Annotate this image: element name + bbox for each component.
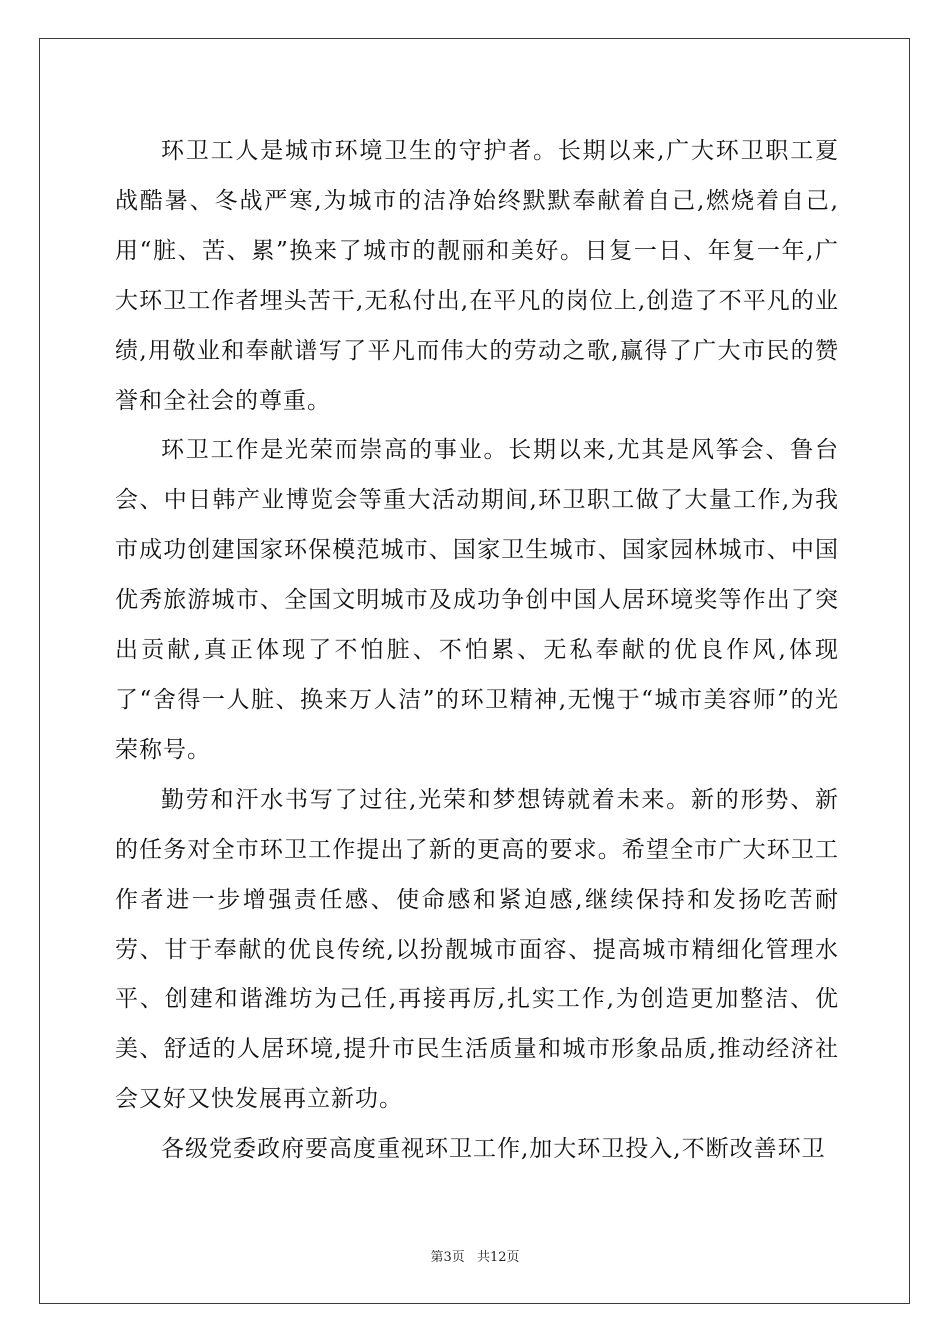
total-pages-label: 共12页 xyxy=(476,1250,520,1265)
paragraph-3: 勤劳和汗水书写了过往,光荣和梦想铸就着未来。新的形势、新的任务对全市环卫工作提出了新的更高的要求。希望全市广大环卫工作者进一步增强责任感、使命感和紧迫感,继续保持和发扬吃苦耐劳、甘于奉献的优良传统,以扮靓城市面容、提高城市精细化管理水平、创建和谐潍坊为己任,再接再厉,扎实工作,为创造更加整洁、优美、舒适的人居环境,提升市民生活质量和城市形象品质,推动经济社会又好又快发展再立新功。 xyxy=(115,786,839,1113)
paragraph-4: 各级党委政府要高度重视环卫工作,加大环卫投入,不断改善环卫 xyxy=(161,1136,826,1163)
paragraph-1: 环卫工人是城市环境卫生的守护者。长期以来,广大环卫职工夏战酷暑、冬战严寒,为城市的洁净始终默默奉献着自己,燃烧着自己,用“脏、苦、累”换来了城市的靓丽和美好。日复一日、年复一年,广大环卫工作者埋头苦干,无私付出,在平凡的岗位上,创造了不平凡的业绩,用敬业和奉献谱写了平凡而伟大的劳动之歌,赢得了广大市民的赞誉和全社会的尊重。 xyxy=(115,138,839,414)
current-page-label: 第3页 xyxy=(430,1250,465,1265)
document-body xyxy=(115,127,839,1175)
paragraph-2: 环卫工作是光荣而崇高的事业。长期以来,尤其是风筝会、鲁台会、中日韩产业博览会等重大活动期间,环卫职工做了大量工作,为我市成功创建国家环保模范城市、国家卫生城市、国家园林城市、中国优秀旅游城市、全国文明城市及成功争创中国人居环境奖等作出了突出贡献,真正体现了不怕脏、不怕累、无私奉献的优良作风,体现了“舍得一人脏、换来万人洁”的环卫精神,无愧于“城市美容师”的光荣称号。 xyxy=(115,437,839,763)
page-footer xyxy=(0,1246,950,1265)
